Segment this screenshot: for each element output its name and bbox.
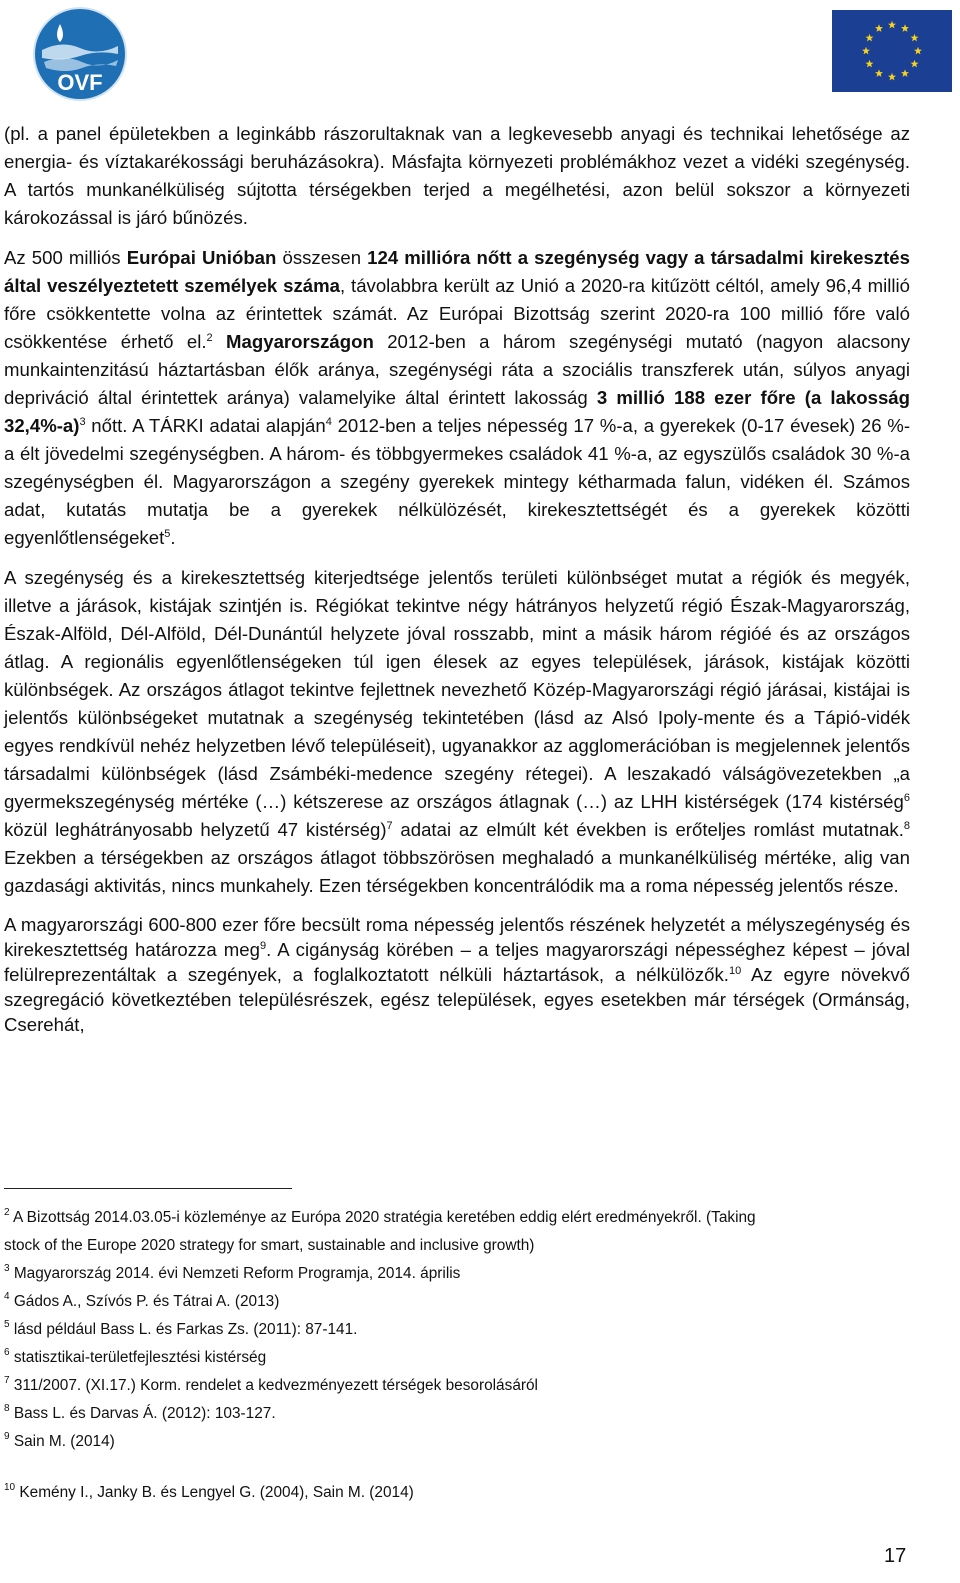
- footnote-divider: [4, 1188, 292, 1189]
- footnote-ref: 7: [386, 820, 393, 832]
- bold-text: 124 millióra nőtt a szegénység vagy a társadalmi kirekesztés által veszélyeztetett személyek száma: [4, 247, 910, 296]
- footnote-text: statisztikai-területfejlesztési kistérség: [9, 1349, 267, 1366]
- footnote-number: 2: [4, 1207, 10, 1218]
- footnote-ref: 5: [164, 528, 171, 540]
- footnote: [4, 1260, 914, 1288]
- footnote-text: Bass L. és Darvas Á. (2012): 103-127.: [9, 1405, 276, 1422]
- paragraph-1: (pl. a panel épületekben a leginkább rászorultaknak van a legkevesebb anyagi és technikai lehetősége az energia- és víztakarékossági beruházásokra). Másfajta környezeti problémákhoz vezet a vidéki szegénység. A tartós munkanélküliség sújtotta térségekben terjed a megélhetési, azon belül sokszor a környezeti károkozással is járó bűnözés.: [4, 123, 910, 228]
- main-text: [4, 120, 910, 1049]
- text: Az 500 milliós: [4, 247, 127, 268]
- bold-text: 3 millió 188 ezer főre (a lakosság 32,4%-a): [4, 387, 911, 436]
- footnote-text: A Bizottság 2014.03.05-i közleménye az Európa 2020 stratégia keretében eddig elért eredményekről. (Taking: [9, 1209, 756, 1226]
- text: 2012-ben a három szegénységi mutató (nagyon alacsony munkaintenzitású háztartásban élők aránya, szegénységi ráta a szociális transzferek után, súlyos anyagi depriváció által érintettek aránya) valamelyike által érintett lakosság: [4, 331, 911, 408]
- footnote: [4, 1372, 914, 1400]
- paragraph-3: [4, 564, 910, 900]
- footnote-number: 8: [4, 1403, 10, 1414]
- footnote-number: 4: [4, 1291, 10, 1302]
- ovf-logo: [32, 6, 128, 102]
- footnote-text: Kemény I., Janky B. és Lengyel G. (2004), Sain M. (2014): [15, 1484, 414, 1501]
- footnote: [4, 1316, 914, 1344]
- paragraph-2: [4, 244, 910, 552]
- footnote-text: 311/2007. (XI.17.) Korm. rendelet a kedvezményezett térségek besorolásáról: [9, 1377, 538, 1394]
- paragraph-4: [4, 912, 910, 1037]
- ovf-logo-text: OVF: [57, 70, 103, 95]
- text: , távolabbra került az Unió a 2020-ra kitűzött céltól, amely 96,4 millió főre csökkentette volna az érintettek számát. Az Európai Bizottság szerint 2020-ra 100 millió főre való csökkentése érhető el.: [4, 275, 910, 352]
- footnote-ref: 9: [259, 940, 267, 952]
- text: nőtt. A TÁRKI adatai alapján: [85, 415, 326, 436]
- footnote-ref: 2: [206, 332, 213, 344]
- text: összesen: [276, 247, 368, 268]
- bold-text: Európai Unióban: [126, 247, 277, 268]
- footnote-number: 10: [4, 1482, 16, 1493]
- footnote: [4, 1204, 914, 1232]
- text: Ezekben a térségekben az országos átlagot többszörösen meghaladó a munkanélküliség mértéke, alig van gazdasági aktivitás, nincs munkahely. Ezen térségekben koncentrálódik ma a roma népesség jelentős része.: [4, 847, 910, 896]
- footnote-ref: 3: [79, 416, 86, 428]
- footnote-ref: 4: [325, 416, 332, 428]
- text: adatai az elmúlt két években is erőteljes romlást mutatnak.: [392, 819, 904, 840]
- footnote-ref: 6: [903, 792, 910, 804]
- text: .: [170, 527, 176, 548]
- footnote-text: lásd például Bass L. és Farkas Zs. (2011): 87-141.: [9, 1321, 358, 1338]
- footnote-number: 7: [4, 1375, 10, 1386]
- footnote-text: stock of the Europe 2020 strategy for smart, sustainable and inclusive growth): [4, 1237, 535, 1254]
- text: A magyarországi 600-800 ezer főre becsült roma népesség jelentős részének helyzetét a mélyszegénység és kirekesztettség határozza meg: [4, 914, 910, 960]
- footnote: [4, 1400, 914, 1428]
- footnotes: [4, 1204, 914, 1507]
- footnote-number: 9: [4, 1431, 10, 1442]
- footnote-number: 5: [4, 1319, 10, 1330]
- footnote-number: 6: [4, 1347, 10, 1358]
- page-header: [0, 0, 960, 110]
- text: . A cigányság körében – a teljes magyarországi népességhez képest – jóval felülreprezentáltak a szegények, a foglalkoztatott nélküli háztartások, a nélkülözők.: [4, 939, 910, 985]
- footnote-text: Gádos A., Szívós P. és Tátrai A. (2013): [9, 1293, 280, 1310]
- footnote-ref: 8: [903, 820, 911, 832]
- footnote-number: 3: [4, 1263, 10, 1274]
- footnote-text: Magyarország 2014. évi Nemzeti Reform Programja, 2014. április: [9, 1265, 461, 1282]
- bold-text: Magyarországon: [226, 331, 374, 352]
- eu-flag-logo: [832, 10, 952, 92]
- footnote: [4, 1428, 914, 1456]
- text: A szegénység és a kirekesztettség kiterjedtsége jelentős területi különbséget mutat a régiók és megyék, illetve a járások, kistájak szintjén is. Régiókat tekintve négy hátrányos helyzetű régió Észak-Magyarország, Észak-Alföld, Dél-Alföld, Dél-Dunántúl helyzete jóval rosszabb, mint a másik három régióé és az országos átlag. A regionális egyenlőtlenségeken túl igen élesek az egyes települések, járások, kistájak közötti különbségek. Az országos átlagot tekintve fejlettnek nevezhető Közép-Magyarországi régió járásai, kistájai is jelentős különbségeket mutatnak a szegénység tekintetében (lásd az Alsó Ipoly-mente és a Tápió-vidék egyes rendkívül nehéz helyzetben lévő településeit), ugyanakkor az agglomerációban is megjelennek jelentős társadalmi különbségek (lásd Zsámbéki-medence szegény rétegei). A leszakadó válságövezetekben „a gyermekszegénység mértéke (…) kétszerese az országos átlagnak (…) az LHH kistérségek (174 kistérség: [4, 567, 910, 812]
- footnote-text: Sain M. (2014): [9, 1433, 115, 1450]
- text: Az egyre növekvő szegregáció következtében településrészek, egész települések, egyes esetekben már térségek (Ormánság, Cserehát,: [4, 964, 910, 1035]
- footnote: [4, 1344, 914, 1372]
- text: 2012-ben a teljes népesség 17 %-a, a gyerekek (0-17 évesek) 26 %-a élt jövedelmi szegénységben. A három- és többgyermekes családok 41 %-a, az egyszülős családok 30 %-a szegénységben él. Magyarországon a szegény gyerekek mintegy kétharmada falun, vidéken él. Számos adat, kutatás mutatja be a gyerekek nélkülözését, kirekesztettségét és a gyerekek közötti egyenlőtlenségeket: [4, 415, 911, 548]
- footnote: [4, 1288, 914, 1316]
- text: [213, 331, 226, 352]
- text: közül leghátrányosabb helyzetű 47 kistérség): [4, 819, 387, 840]
- footnote: [4, 1479, 914, 1507]
- footnote-ref: 10: [728, 965, 742, 977]
- footnote: [4, 1232, 914, 1260]
- page-number: 17: [884, 1545, 907, 1567]
